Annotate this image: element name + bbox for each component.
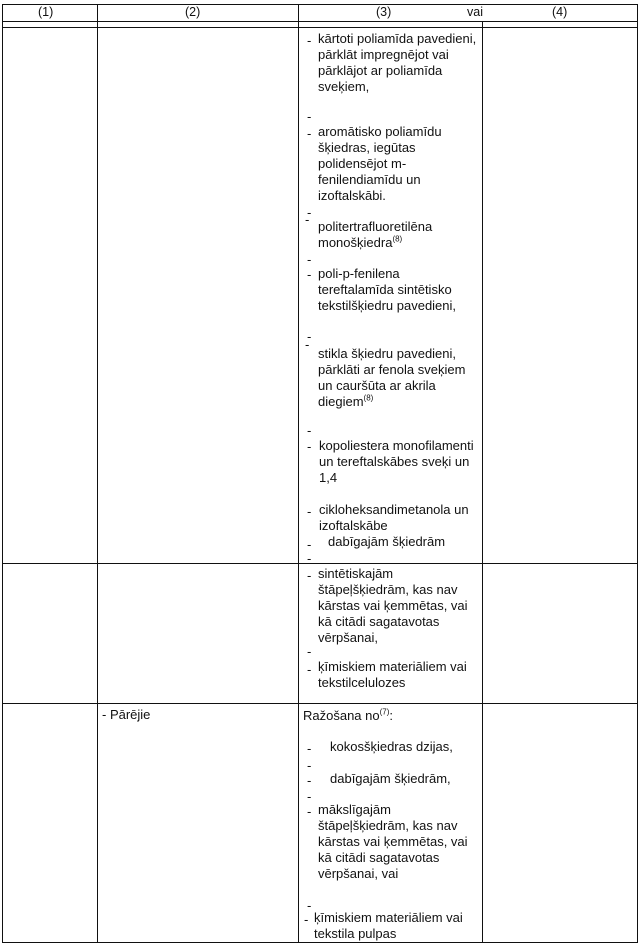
header-col2: (2) xyxy=(185,5,201,19)
col1-col2-divider xyxy=(97,4,98,943)
list-bullet: - xyxy=(307,789,312,804)
list-item xyxy=(318,346,478,410)
list-bullet: - xyxy=(307,644,312,659)
list-bullet: - xyxy=(307,898,312,913)
row3-intro xyxy=(303,708,479,724)
list-item: dabīgajām šķiedrām xyxy=(328,534,446,549)
list-item xyxy=(318,219,478,251)
list-bullet: - xyxy=(307,551,312,566)
list-item: mākslīgajām štāpeļšķiedrām, kas nav kārstas vai ķemmētas, vai kā citādi sagatavotas vērpšanai, vai xyxy=(318,802,468,881)
list-item: poli-p-fenilena tereftalamīda sintētisko tekstilšķiedru pavedieni, xyxy=(318,266,457,313)
row3-intro-text: Ražošana no xyxy=(303,708,380,723)
list-bullet: - xyxy=(307,662,312,677)
list-bullet: - xyxy=(307,205,312,220)
table-right-border xyxy=(637,4,638,943)
list-item: ķīmiskiem materiāliem vai tekstila pulpas xyxy=(314,910,463,941)
list-bullet: - xyxy=(307,33,312,48)
col2-col3-divider xyxy=(298,4,299,943)
list-bullet: - xyxy=(307,267,312,282)
list-bullet: - xyxy=(307,804,312,819)
list-bullet: - xyxy=(307,758,312,773)
row3-col2-label: - Pārējie xyxy=(102,707,151,722)
footnote-ref: (8) xyxy=(392,234,403,244)
row3-intro-colon: : xyxy=(389,708,394,723)
header-col4: (4) xyxy=(552,5,568,19)
table-left-border xyxy=(2,4,3,943)
list-item: kārtoti poliamīda pavedieni, pārklāt impregnējot vai pārklājot ar poliamīda sveķiem, xyxy=(318,31,477,94)
list-bullet: - xyxy=(307,773,312,788)
list-item-text: stikla šķiedru pavedieni, pārklāti ar fenola sveķiem un cauršūta ar akrila diegiem xyxy=(318,346,466,409)
list-item: sintētiskajām štāpeļšķiedrām, kas nav kārstas vai ķemmētas, vai kā citādi sagatavotas vērpšanai, xyxy=(318,566,468,645)
footnote-ref: (8) xyxy=(363,393,374,403)
list-bullet: - xyxy=(307,423,312,438)
header-col3: (3) xyxy=(376,5,392,19)
list-bullet: - xyxy=(307,252,312,267)
list-item-text: politertrafluoretilēna monošķiedra xyxy=(318,219,433,250)
list-bullet: - xyxy=(307,329,312,344)
list-item: cikloheksandimetanola un izoftalskābe xyxy=(319,502,469,533)
list-bullet: - xyxy=(305,337,310,352)
list-item: kopoliestera monofilamenti un tereftalskābes sveķi un 1,4 xyxy=(319,438,474,485)
list-bullet: - xyxy=(307,568,312,583)
list-bullet: - xyxy=(307,439,312,454)
list-item: ķīmiskiem materiāliem vai tekstilcelulozes xyxy=(318,659,467,690)
header-col3-vai: vai xyxy=(467,5,483,19)
col3-col4-divider xyxy=(482,21,483,943)
footnote-ref: (7) xyxy=(379,707,390,717)
list-item: kokosšķiedras dzijas, xyxy=(330,739,453,754)
list-bullet: - xyxy=(305,212,310,227)
list-bullet: - xyxy=(307,741,312,756)
list-item: dabīgajām šķiedrām, xyxy=(330,771,451,786)
list-item: aromātisko poliamīdu šķiedras, iegūtas polidensējot m-fenilendiamīdu un izoftalskābi. xyxy=(318,124,442,203)
list-bullet: - xyxy=(304,912,309,927)
list-bullet: - xyxy=(307,126,312,141)
header-col1: (1) xyxy=(38,5,54,19)
list-bullet: - xyxy=(307,537,312,552)
list-bullet: - xyxy=(307,504,312,519)
list-bullet: - xyxy=(307,109,312,124)
